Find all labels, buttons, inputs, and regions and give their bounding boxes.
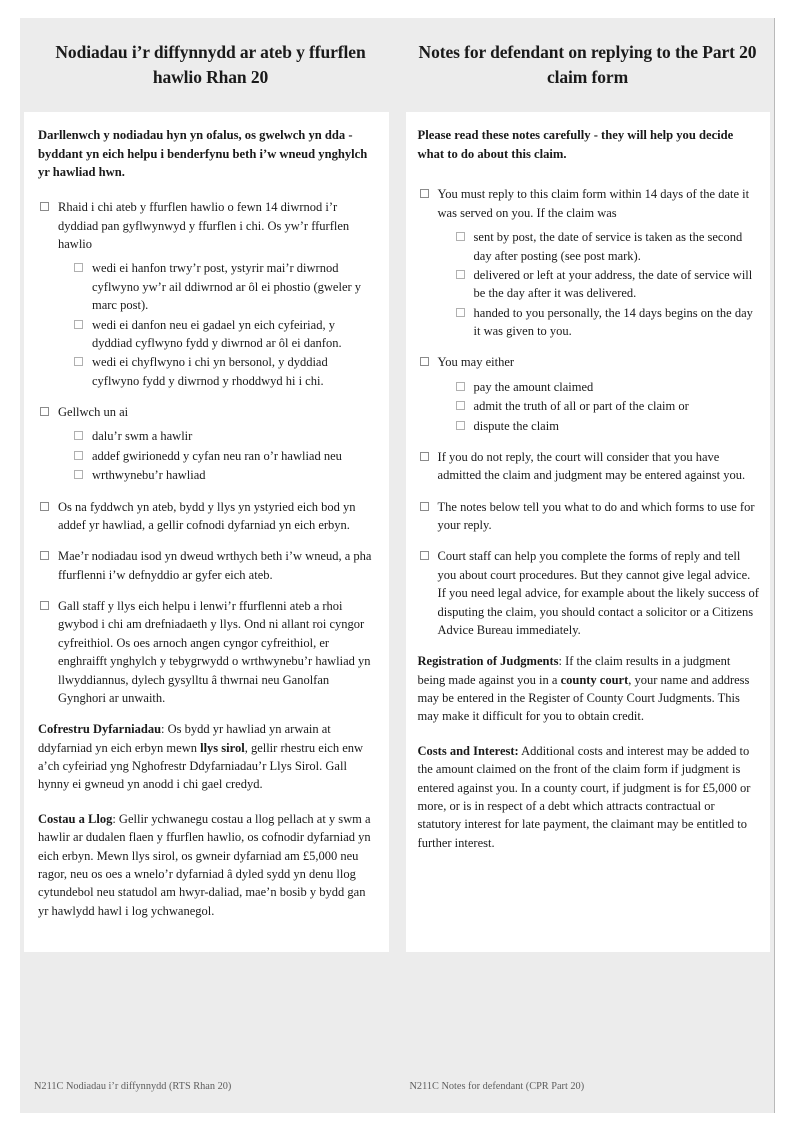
- checkbox-square-icon: [456, 382, 465, 391]
- english-sections: [418, 652, 760, 852]
- bullet-item: [418, 185, 760, 222]
- spacer: [38, 486, 375, 498]
- note-section-text-cont: , your name and address may be entered in the Register of County Court Judgments. This may make it difficult for you to obtain credit.: [417, 672, 750, 724]
- sub-bullet-item: [418, 228, 760, 265]
- checkbox-square-icon: [40, 202, 49, 211]
- sub-bullet-item: [418, 266, 760, 303]
- checkbox-square-icon: [456, 401, 465, 410]
- bullet-item: [418, 498, 760, 535]
- bullet-item: [418, 448, 760, 485]
- checkbox-square-icon: [74, 451, 83, 460]
- bullet-item: [38, 198, 375, 253]
- titles-row: [20, 18, 774, 90]
- bullet-text: You may either: [437, 355, 515, 370]
- bullet-item: [38, 498, 375, 535]
- spacer: [38, 391, 375, 403]
- checkbox-square-icon: [456, 421, 465, 430]
- english-page-title: Notes for defendant on replying to the Part 20 claim form: [418, 42, 757, 87]
- sub-bullet-text: dalu’r swm a hawlir: [92, 429, 193, 444]
- note-section-text: : Gellir ychwanegu costau a llog pellach at y swm a hawlir ar dudalen flaen y ffurflen hawlio, os cofnodir dyfarniad yn eich erbyn. Mewn llys sirol, os gwneir dyfarniad am £5,000 neu ragor, neu os oes a wnelo’r dyfarniad â dyled sydd yn denu llog cytundebol neu statudol am hwyr-daliad, mae’n bosib y bydd gan yr hawlydd hawl i log ychwanegol.: [38, 811, 371, 918]
- spacer: [418, 341, 760, 353]
- bullet-text: Gall staff y llys eich helpu i lenwi’r ffurflenni ateb a rhoi gwybod i chi am drefniadaeth y llys. Ond ni allant roi cyngor cyfreithiol. Os oes arnoch angen cyngor cyfreithiol, er enghraifft ynghylch y tebygrwydd o wrthwynebu’r hawliad yn llwyddiannus, dylech gysylltu â thwrnai neu Ganolfan Gynghori ar unwaith.: [58, 599, 371, 705]
- note-section-heading: Registration of Judgments: [417, 654, 559, 669]
- checkbox-square-icon: [74, 357, 83, 366]
- bullet-text: If you do not reply, the court will consider that you have admitted the claim and judgment may be entered against you.: [437, 449, 746, 483]
- note-section-emphasis: county court: [560, 672, 629, 687]
- sub-bullet-list: [38, 259, 375, 390]
- sub-bullet-item: [38, 447, 375, 465]
- sub-bullet-list: [418, 378, 760, 435]
- spacer: [418, 436, 760, 448]
- note-section-text: : If the claim results in a judgment being made against you in a: [417, 654, 731, 687]
- bullet-item: [418, 353, 760, 371]
- sub-bullet-text: wrthwynebu’r hawliad: [92, 468, 206, 483]
- bullet-item: [38, 597, 375, 707]
- checkbox-square-icon: [420, 189, 429, 198]
- note-section-heading: Costau a Llog: [38, 811, 113, 826]
- sub-bullet-item: [418, 304, 760, 341]
- sub-bullet-item: [38, 466, 375, 484]
- content-panels: [20, 112, 774, 952]
- welsh-page-title: Nodiadau i’r diffynnydd ar ateb y ffurflen hawlio Rhan 20: [55, 42, 366, 87]
- footer-row: [20, 1081, 775, 1092]
- bullet-text: Gellwch un ai: [58, 405, 129, 420]
- sub-bullet-text: wedi ei danfon neu ei gadael yn eich cyfeiriad, y dyddiad cyflwyno fydd y diwrnod ar ôl ei danfon.: [92, 317, 342, 350]
- bullet-text: Os na fyddwch yn ateb, bydd y llys yn ystyried eich bod yn addef yr hawliad, a gellir cofnodi dyfarniad yn eich erbyn.: [58, 499, 356, 532]
- welsh-notes-panel: [24, 112, 389, 952]
- sub-bullet-text: delivered or left at your address, the date of service will be the day after it was delivered.: [473, 267, 753, 301]
- checkbox-square-icon: [40, 551, 49, 560]
- sub-bullet-text: pay the amount claimed: [473, 379, 594, 394]
- welsh-form-code: N211C Nodiadau i’r diffynnydd (RTS Rhan 20): [34, 1081, 232, 1092]
- note-section-text: : Os bydd yr hawliad yn arwain at ddyfarniad yn eich erbyn mewn: [38, 722, 331, 755]
- english-notes-panel: [406, 112, 770, 952]
- checkbox-square-icon: [40, 407, 49, 416]
- checkbox-square-icon: [40, 502, 49, 511]
- sub-bullet-text: wedi ei chyflwyno i chi yn bersonol, y dyddiad cyflwyno fydd y diwrnod y rhoddwyd hi i chi.: [92, 355, 328, 388]
- sub-bullet-item: [38, 316, 375, 353]
- note-section: [418, 652, 760, 726]
- note-section-text-cont: , gellir rhestru eich enw a’ch cyfeiriad yng Nghofrestr Ddyfarniadau’r Llys Sirol. Gall hynny ei gwneud yn anodd i chi gael credyd.: [38, 740, 364, 792]
- sub-bullet-text: wedi ei hanfon trwy’r post, ystyrir mai’r diwrnod cyflwyno yw’r ail ddiwrnod ar ôl ei phostio (gweler y marc post).: [92, 261, 362, 313]
- checkbox-square-icon: [456, 308, 465, 317]
- bullet-item: [418, 547, 760, 639]
- checkbox-square-icon: [456, 232, 465, 241]
- form-page: [20, 18, 775, 1113]
- note-section: [38, 720, 375, 794]
- sub-bullet-text: sent by post, the date of service is taken as the second day after posting (see post mark).: [473, 230, 743, 263]
- sub-bullet-text: admit the truth of all or part of the claim or: [473, 399, 689, 414]
- checkbox-square-icon: [420, 502, 429, 511]
- note-section: [38, 810, 375, 920]
- bullet-item: [38, 547, 375, 584]
- sub-bullet-text: addef gwirionedd y cyfan neu ran o’r hawliad neu: [92, 448, 342, 463]
- bullet-text: The notes below tell you what to do and which forms to use for your reply.: [437, 499, 755, 533]
- checkbox-square-icon: [456, 270, 465, 279]
- checkbox-square-icon: [40, 601, 49, 610]
- sub-bullet-list: [418, 228, 760, 340]
- note-section: [418, 742, 760, 852]
- bullet-text: Rhaid i chi ateb y ffurflen hawlio o fewn 14 diwrnod i’r dyddiad pan gyflwynwyd y ffurflen i chi. Os yw’r ffurflen hawlio: [58, 200, 350, 252]
- checkbox-square-icon: [74, 263, 83, 272]
- sub-bullet-item: [38, 427, 375, 445]
- welsh-lead-text: Darllenwch y nodiadau hyn yn ofalus, os gwelwch yn dda - byddant yn eich helpu i benderfynu beth i’w wneud ynghylch yr hawliad hwn.: [38, 127, 368, 180]
- sub-bullet-text: handed to you personally, the 14 days begins on the day it was given to you.: [473, 305, 753, 339]
- welsh-bullet-list: [38, 198, 375, 707]
- english-form-code: N211C Notes for defendant (CPR Part 20): [409, 1081, 585, 1092]
- checkbox-square-icon: [74, 320, 83, 329]
- sub-bullet-item: [418, 417, 760, 435]
- english-bullet-list: [418, 185, 760, 639]
- english-lead-text: Please read these notes carefully - they will help you decide what to do about this claim.: [417, 127, 734, 161]
- sub-bullet-item: [418, 378, 760, 396]
- bullet-text: You must reply to this claim form within 14 days of the date it was served on you. If the claim was: [437, 187, 750, 220]
- checkbox-square-icon: [74, 470, 83, 479]
- checkbox-square-icon: [74, 431, 83, 440]
- welsh-sections: [38, 720, 375, 920]
- note-section-heading: Costs and Interest:: [417, 743, 519, 758]
- sub-bullet-text: dispute the claim: [473, 418, 559, 433]
- sub-bullet-item: [418, 397, 760, 415]
- note-section-heading: Cofrestru Dyfarniadau: [38, 722, 162, 737]
- sub-bullet-item: [38, 353, 375, 390]
- sub-bullet-item: [38, 259, 375, 314]
- sub-bullet-list: [38, 427, 375, 484]
- bullet-text: Mae’r nodiadau isod yn dweud wrthych beth i’w wneud, a pha ffurflenni i’w defnyddio ar gyfer eich ateb.: [58, 549, 372, 582]
- note-section-text: Additional costs and interest may be added to the amount claimed on the front of the claim form if judgment is entered against you. In a county court, if judgment is for £5,000 or more, or is in respect of a debt which attracts contractual or statutory interest for late payment, the claimant may be entitled to further interest.: [417, 743, 751, 850]
- bullet-item: [38, 403, 375, 421]
- checkbox-square-icon: [420, 452, 429, 461]
- checkbox-square-icon: [420, 357, 429, 366]
- note-section-emphasis: llys sirol: [200, 740, 245, 755]
- bullet-text: Court staff can help you complete the forms of reply and tell you about court procedures. But they cannot give legal advice. If you need legal advice, for example about the likely success of disputing the claim, you should contact a solicitor or a Citizens Advice Bureau immediately.: [437, 549, 759, 637]
- checkbox-square-icon: [420, 551, 429, 560]
